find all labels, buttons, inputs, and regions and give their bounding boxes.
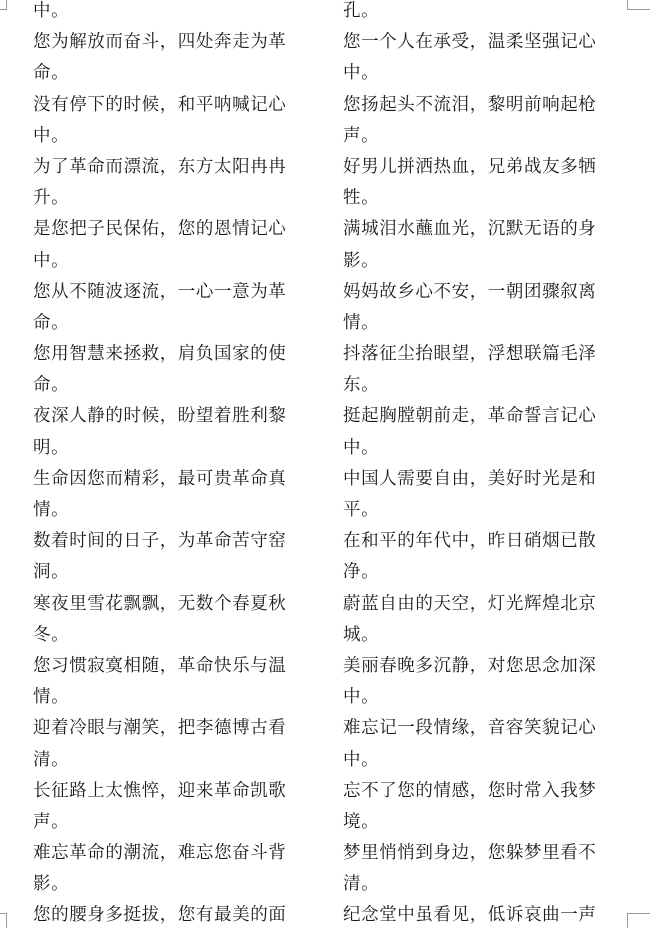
text-line: 情。	[33, 500, 70, 520]
text-line: 您为解放而奋斗，四处奔走为革	[33, 32, 287, 53]
text-line: 境。	[343, 811, 380, 832]
text-line: 洞。	[33, 562, 70, 583]
text-line: 中国人需要自由，美好时光是和	[343, 468, 597, 489]
text-line: 中。	[33, 250, 70, 271]
text-line: 美丽春晚多沉静，对您思念加深	[343, 655, 597, 676]
text-line: 命。	[33, 63, 70, 84]
text-line: 情。	[33, 687, 70, 708]
text-line: 夜深人静的时候，盼望着胜利黎	[33, 406, 287, 427]
text-line: 为了革命而漂流，东方太阳冉冉	[33, 156, 287, 177]
text-line: 命。	[33, 375, 70, 396]
text-line: 冬。	[33, 624, 70, 645]
text-line: 影。	[343, 250, 380, 271]
text-line: 中。	[33, 125, 70, 146]
text-line: 中。	[343, 687, 380, 708]
text-line: 好男儿拼洒热血，兄弟战友多牺	[343, 156, 597, 177]
text-line: 清。	[33, 749, 70, 770]
text-line: 您的腰身多挺拔，您有最美的面	[33, 905, 287, 926]
text-line: 妈妈故乡心不安，一朝团骤叙离	[343, 281, 597, 302]
text-line: 命。	[33, 312, 70, 333]
text-line: 明。	[33, 437, 70, 458]
text-line: 孔。	[343, 1, 380, 21]
text-line: 您一个人在承受，温柔坚强记心	[343, 32, 597, 53]
text-line: 蔚蓝自由的天空，灯光辉煌北京	[343, 593, 597, 614]
text-line: 梦里悄悄到身边，您躲梦里看不	[343, 843, 597, 864]
text-line: 迎着冷眼与潮笑，把李德博古看	[33, 718, 287, 739]
text-line: 东。	[343, 375, 380, 396]
text-line: 中。	[33, 1, 70, 21]
text-line: 平。	[343, 500, 380, 520]
corner-mark-top-left-v	[6, 0, 7, 9]
text-line: 城。	[343, 624, 380, 645]
text-line: 声。	[33, 811, 70, 832]
text-line: 难忘记一段情缘，音容笑貌记心	[343, 718, 597, 739]
text-line: 情。	[343, 312, 380, 333]
corner-mark-bottom-left-v	[6, 913, 7, 928]
text-line: 挺起胸膛朝前走，革命誓言记心	[343, 406, 597, 427]
text-line: 您扬起头不流泪，黎明前响起枪	[343, 94, 597, 115]
text-line: 抖落征尘抬眼望，浮想联篇毛泽	[343, 344, 597, 365]
text-line: 声。	[343, 125, 380, 146]
text-line: 您习惯寂寞相随，革命快乐与温	[33, 655, 287, 676]
text-line: 没有停下的时候，和平呐喊记心	[33, 94, 287, 115]
text-line: 是您把子民保佑，您的恩情记心	[33, 219, 287, 240]
text-line: 牲。	[343, 188, 380, 209]
text-line: 数着时间的日子，为革命苦守窑	[33, 531, 287, 552]
text-line: 清。	[343, 874, 380, 895]
text-line: 满城泪水蘸血光，沉默无语的身	[343, 219, 597, 240]
text-line: 净。	[343, 562, 380, 583]
text-line: 纪念堂中虽看见，低诉哀曲一声	[343, 905, 597, 926]
text-line: 中。	[343, 749, 380, 770]
text-line: 在和平的年代中，昨日硝烟已散	[343, 531, 597, 552]
text-line: 生命因您而精彩，最可贵革命真	[33, 468, 287, 489]
text-line: 寒夜里雪花飘飘，无数个春夏秋	[33, 593, 287, 614]
text-line: 中。	[343, 63, 380, 84]
text-line: 您用智慧来拯救，肩负国家的使	[33, 344, 287, 365]
text-line: 忘不了您的情感，您时常入我梦	[343, 780, 597, 801]
text-line: 长征路上太憔悴，迎来革命凯歌	[33, 780, 287, 801]
left-text-column	[33, 0, 333, 932]
text-line: 中。	[343, 437, 380, 458]
text-line: 升。	[33, 188, 70, 209]
corner-mark-bottom-left-h	[0, 913, 7, 914]
corner-mark-top-left-h	[0, 9, 7, 10]
text-line: 难忘革命的潮流，难忘您奋斗背	[33, 843, 287, 864]
right-text-column	[343, 0, 643, 932]
text-line: 影。	[33, 874, 70, 895]
text-line: 您从不随波逐流，一心一意为革	[33, 281, 287, 302]
